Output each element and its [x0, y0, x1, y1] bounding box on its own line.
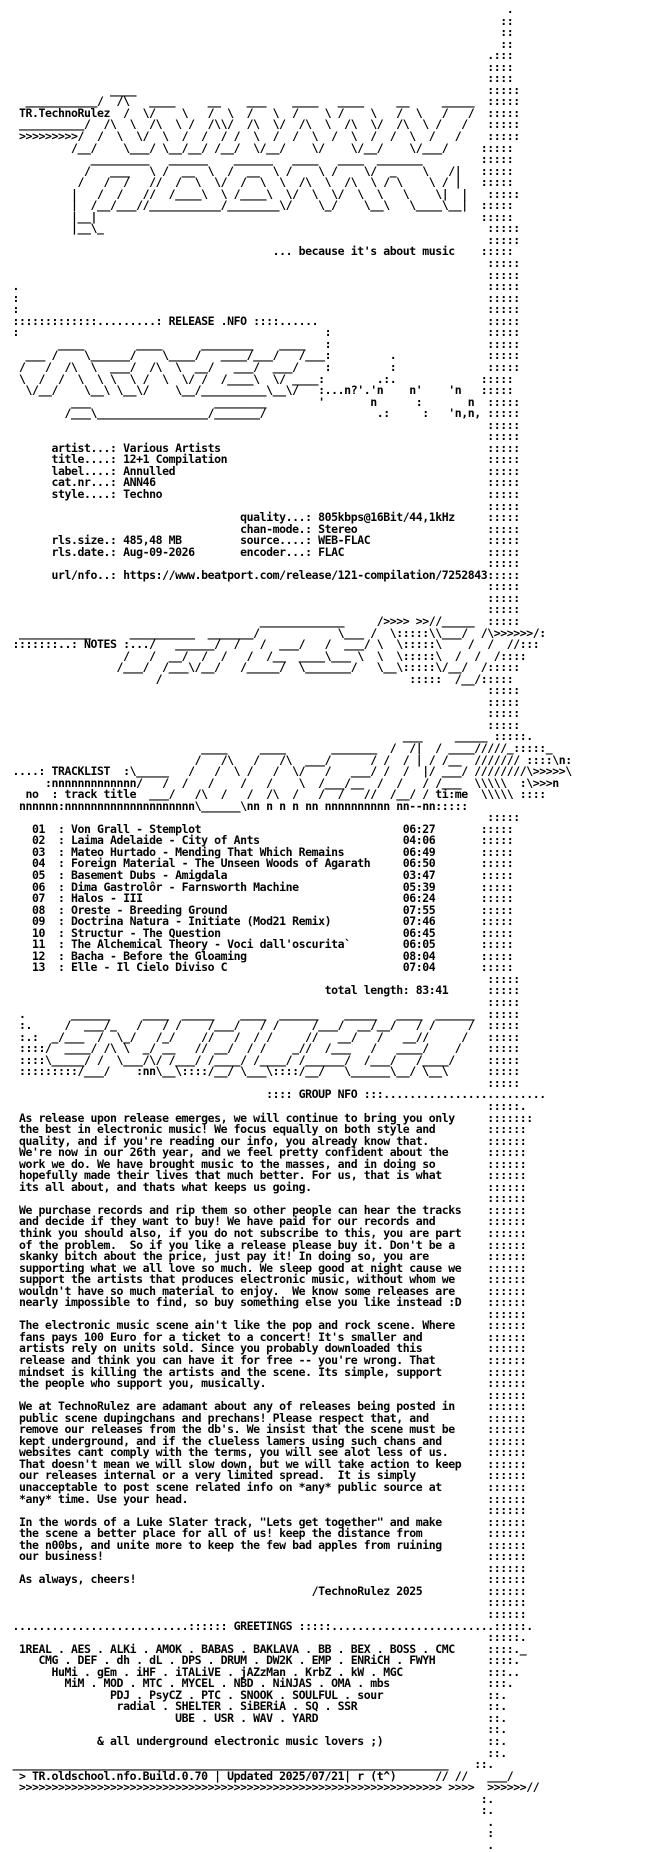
nfo-document: . :: :: :: .::: :::: :::: ____ ::::: ___________/ /\ ____ __ ___ ____ ____ __ _____ ::::: TR.TechnoRulez / \/ \ / \ / \ / \ / \ / \ / / ::::: __________/ /\ \ /\ \ / /\\/ /\ \/ /\ \ /\ \/ /\ \ / / ::::: >>>>>>>>>/ / \ \/ \ / / / / \ / / \ / \ / / \ / / ::::: /__/ \___/ \__/__/ /__/ \/__/ \/ \/__/ \/___/ ::::: _________ ______ ______ ____ ____ _______ ::::: / ___ \ / __ \ / __ \ / \ / \/ _ \ /| ::::: / / / // / \ \/ / \ \ /\ \ /\ \ / \ \ / | ::::: | / / // /____\ \ /____\ \/ \ \/ \ \ \ \| | ::::: | /__/___//___________/________\/ \_/ \__\ \____\__| ::::: |__| ::::: |__\_ ::::: ::::: ... because it's about music ::::: ::::: ::::: . ::::: : ::::: : ::::: :::::::::::::.........: RELEASE .NFO ::::...... ::::: : : ::::: ____ ____ ________ ____ : ::::: ___ / \______/ \____/ ____/___/ /___: . ::::: / / /\ \ ___/ /\ \ __/ ___/ ___/ : : ::::: \ / / \ \ \ \ / \ \/ / /____\ \/ ____: .:. ::::: \/__/ \__\ \__\/ \__/__________\__\/ :...n?'.'n n' 'n ::::: ___ ________ ' n : n ::::: /___\_________________/_______/ .: : 'n,n, ::::: ::::: ::::: artist...: Various Artists ::::: title....: 12+1 Compilation ::::: label....: Annulled ::::: cat.nr...: ANN46 ::::: style....: Techno ::::: ::::: quality...: 805kbps@16Bit/44,1kHz ::::: chan-mode.: Stereo ::::: rls.size.: 485,48 MB source....: WEB-FLAC ::::: rls.date.: Aug-09-2026 encoder...: FLAC ::::: ::::: url/nfo..: https://www.beatport.com/release/121-compilation/7252843::::: ::::: ::::: ::::: _____________ />>>> >>//_____ ::::: ___________ __________ _______/ \___ / \:::::\\___/ /\>>>>>>/: :::::::..: NOTES :.../ ______/ / / ___/ / ___/ \ \:::::\ / / //::: / / __/ / / / /__ ____\___ \ \ \:::::\ / / /:::: /___/ /___\/__/ /_____/ \_______/ \__\:::::\/__/ /::::: / ::::: /__/::::: ::::: ::::: ::::: ::::: ___ _____ :::::. ____ ____ _______ / /| / ____/////_:::::_ / /\ / /\ ___/ / / / | / /__ /////// ::::\n: ....: TRACKLIST :\_____ / / \ / / \/ / ___/ / / |/ ___/ ////////\>>>>>\ :nnnnnnnnnnnnn/ / / / / / \ /___/__ / / / /___ \\\\\ :\>>>n no : track title ___/ /\ / / /\ / / / // /__/ / ti:me \\\\\ :::: nnnnnn:nnnnnnnnnnnnnnnnnnnn\______\nn n n n nn nnnnnnnnnn nn--nn::::: ::::: 01 : Von Grall - Stemplot 06:27 ::::: 02 : Laima Adelaide - City of Ants 04:06 ::::: 03 : Mateo Hurtado - Mending That Which Remains 06:49 ::::: 04 : Foreign Material - The Unseen Woods of Agarath 06:50 ::::: 05 : Basement Dubs - Amigdala 03:47 ::::: 06 : Dima Gastrolôr - Farnsworth Machine 05:39 ::::: 07 : Halos - III 06:24 ::::: 08 : Oreste - Breeding Ground 07:55 ::::: 09 : Doctrina Natura - Initiate (Mod21 Remix) 07:46 ::::: 10 : Structur - The Question 06:45 ::::: 11 : The Alchemical Theory - Voci dall'oscurita` 06:05 ::::: 12 : Bacha - Before the Gloaming 08:04 ::::: 13 : Elle - Il Cielo Diviso C 07:04 ::::: ::::: total length: 83:41 ::::: ::::: . ______ ____ _____ ____ ______ _____ ____ ______ ::::: :. / ___/_ / / / /___/ / / /___/ __/__/ / / / ::::: :.: _/___ / \_/ /_/ // / / / // __/ / __// / ::::: ::::/ ____/ /\ \ _/ __ // __/ / / _// /___ / ____/ / ::::: ::::\_____/ / \___/\/ /___/ /____/ /____/ /______/ /___/ /____/ ::::: :::::::::/___/ :nn\__\::::/__/ \___\::::/__/ \______\__/ \__\ ::::: ::::: :::: GROUP NFO :::......................... :::::. As release upon release emerges, we will continue to bring you only ::::::: the best in electronic music! We focus equally on both style and :::::: quality, and if you're reading our info, you already know that. :::::: We're now in our 26th year, and we feel pretty confident about the :::::: work we do. We have brought music to the masses, and in doing so :::::: hopefully made their lives that much better. For us, that is what :::::: its all about, and thats what keeps us going. :::::: :::::: We purchase records and rip them so other people can hear the tracks :::::: and decide if they want to buy! We have paid for our records and :::::: think you should also, if you do not subscribe to this, you are part :::::: of the problem. So if you like a release please buy it. Don't be a :::::: skanky bitch about the price, just pay it! In doing so, you are :::::: supporting what we all love so much. We sleep good at night cause we :::::: support the artists that produces electronic music, without whom we :::::: wouldn't have so much material to enjoy. We know some releases are :::::: nearly impossible to find, so buy something else you like instead :D :::::: :::::: The electronic music scene ain't like the pop and rock scene. Where :::::: fans pays 100 Euro for a ticket to a concert! It's smaller and :::::: artists rely on units sold. Since you probably downloaded this :::::: release and think you can have it for free -- you're wrong. That :::::: mindset is killing the artists and the scene. Its simple, support :::::: the people who support you, musically. :::::: :::::: We at TechnoRulez are adamant about any of releases being posted in :::::: public scene dupingchans and prechans! Please respect that, and :::::: remove our releases from the db's. We insist that the scene must be :::::: kept underground, and if the clueless lamers using such chans and :::::: websites cant comply with the terms, you will see alot less of us. :::::: That doesn't mean we will slow down, but we will take action to keep :::::: our releases internal or a very limited spread. It is simply :::::: unacceptable to post scene related info on *any* public source at :::::: *any* time. Use your head. :::::: :::::: In the words of a Luke Slater track, "Lets get together" and make :::::: the scene a better place for all of us! keep the distance from :::::: the n00bs, and unite more to keep the few bad apples from ruining :::::: our business! :::::: :::::: As always, cheers! :::::: /TechnoRulez 2025 :::::: :::::: :::::: ...........................:::::: GREETINGS :::::.........................:::::. :::::. 1REAL . AES . ALKi . AMOK . BABAS . BAKLAVA . BB . BEX . BOSS . CMC ::::._ CMG . DEF . dh . dL . DPS . DRUM . DW2K . EMP . ENRiCH . FWYH ::::. HuMi . gEm . iHF . iTALiVE . jAZzMan . KrbZ . kW . MGC :::.. MiM . MOD . MTC . MYCEL . NBD . NiNJAS . OMA . mbs :::. PDJ . PsyCZ . PTC . SNOOK . SOULFUL . sour ::. radial . SHELTER . SiBERiA . SQ . SSR ::. UBE . USR . WAV . YARD ::. ::. & all underground electronic music lovers ;) ::. ::. ___________________________________________________________________ ::. > TR.oldschool.nfo.Build.0.70 | Updated 2025/07/21| r (t^) // // ___/ >>>>>>>>>>>>>>>>>>>>>>>>>>>>>>>>>>>>>>>>>>>>>>>>>>>>>>>>>>>>>>>>> >>>> >>>>>>// :. :. . : .	[12, 2, 572, 1852]
